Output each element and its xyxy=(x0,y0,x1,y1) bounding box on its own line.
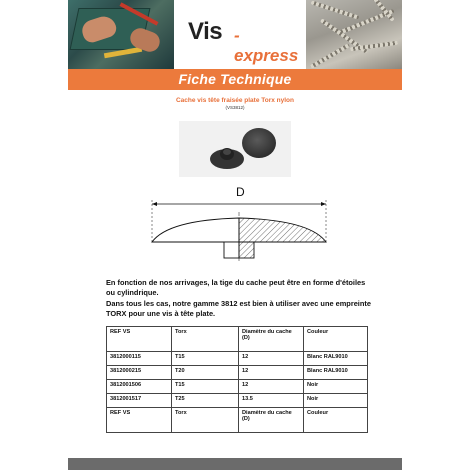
table-footer-row xyxy=(107,408,368,433)
header-photo-screws xyxy=(306,0,402,69)
table-cell: 12 xyxy=(239,366,304,380)
dimension-arrow-right xyxy=(321,202,326,206)
technical-sheet xyxy=(68,0,402,470)
cap-cross-section-drawing xyxy=(150,182,330,262)
table-footer-cell: REF VS xyxy=(107,408,172,433)
dimension-label: D xyxy=(236,185,245,199)
footer-bar xyxy=(68,458,402,470)
logo-text-accent: -express xyxy=(234,26,299,65)
table-header-cell: Couleur xyxy=(304,327,368,352)
cap-profile-left xyxy=(152,218,239,242)
table-cell: Blanc RAL9010 xyxy=(304,352,368,366)
table-cell: 13.5 xyxy=(239,394,304,408)
table-cell: Blanc RAL9010 xyxy=(304,366,368,380)
description xyxy=(106,278,372,320)
table-header-row xyxy=(107,327,368,352)
table-row xyxy=(107,380,368,394)
table-cell: T25 xyxy=(172,394,239,408)
table-header-cell: Diamètre du cache (D) xyxy=(239,327,304,352)
header xyxy=(68,0,402,87)
table-footer-cell: Torx xyxy=(172,408,239,433)
table-header-cell: REF VS xyxy=(107,327,172,352)
header-photo-electronics xyxy=(68,0,174,69)
table-row xyxy=(107,366,368,380)
specification-table xyxy=(106,326,368,433)
table-cell: Noir xyxy=(304,380,368,394)
table-cell: 3812001517 xyxy=(107,394,172,408)
product-title: Cache vis tête fraisée plate Torx nylon xyxy=(175,97,294,104)
cap-stem-top xyxy=(223,149,231,155)
screw-cover-caps-image xyxy=(179,121,291,177)
product-photo xyxy=(179,121,291,177)
dimension-arrow-left xyxy=(152,202,157,206)
table-cell: T15 xyxy=(172,380,239,394)
table-cell: 3812000215 xyxy=(107,366,172,380)
cap-top-view xyxy=(242,128,276,158)
vis-express-logo xyxy=(188,16,300,65)
description-paragraph: Dans tous les cas, notre gamme 3812 est bien à utiliser avec une empreinte TORX pour une vis à tête plate. xyxy=(106,298,371,319)
logo-text-main: Vis xyxy=(188,18,223,45)
description-paragraph: En fonction de nos arrivages, la tige du cache peut être en forme d'étoiles ou cylindrique. xyxy=(106,278,366,298)
title-banner xyxy=(68,69,402,90)
product-ref: (VS3812) xyxy=(225,105,245,110)
table-cell: 12 xyxy=(239,352,304,366)
banner-title: Fiche Technique xyxy=(178,71,292,87)
table-cell: 3812000115 xyxy=(107,352,172,366)
screw-shape xyxy=(310,43,350,68)
table-footer-cell: Couleur xyxy=(304,408,368,433)
table-cell: 3812001506 xyxy=(107,380,172,394)
table-cell: 12 xyxy=(239,380,304,394)
table-cell: T20 xyxy=(172,366,239,380)
table-row xyxy=(107,394,368,408)
table-header-cell: Torx xyxy=(172,327,239,352)
screw-shape xyxy=(311,0,360,19)
table-row xyxy=(107,352,368,366)
table-cell: T15 xyxy=(172,352,239,366)
stem-section-right xyxy=(239,242,254,258)
dimension-diagram xyxy=(150,182,330,262)
table-footer-cell: Diamètre du cache (D) xyxy=(239,408,304,433)
cap-section-right xyxy=(239,218,326,242)
stem-left xyxy=(224,242,239,258)
table-cell: Noir xyxy=(304,394,368,408)
